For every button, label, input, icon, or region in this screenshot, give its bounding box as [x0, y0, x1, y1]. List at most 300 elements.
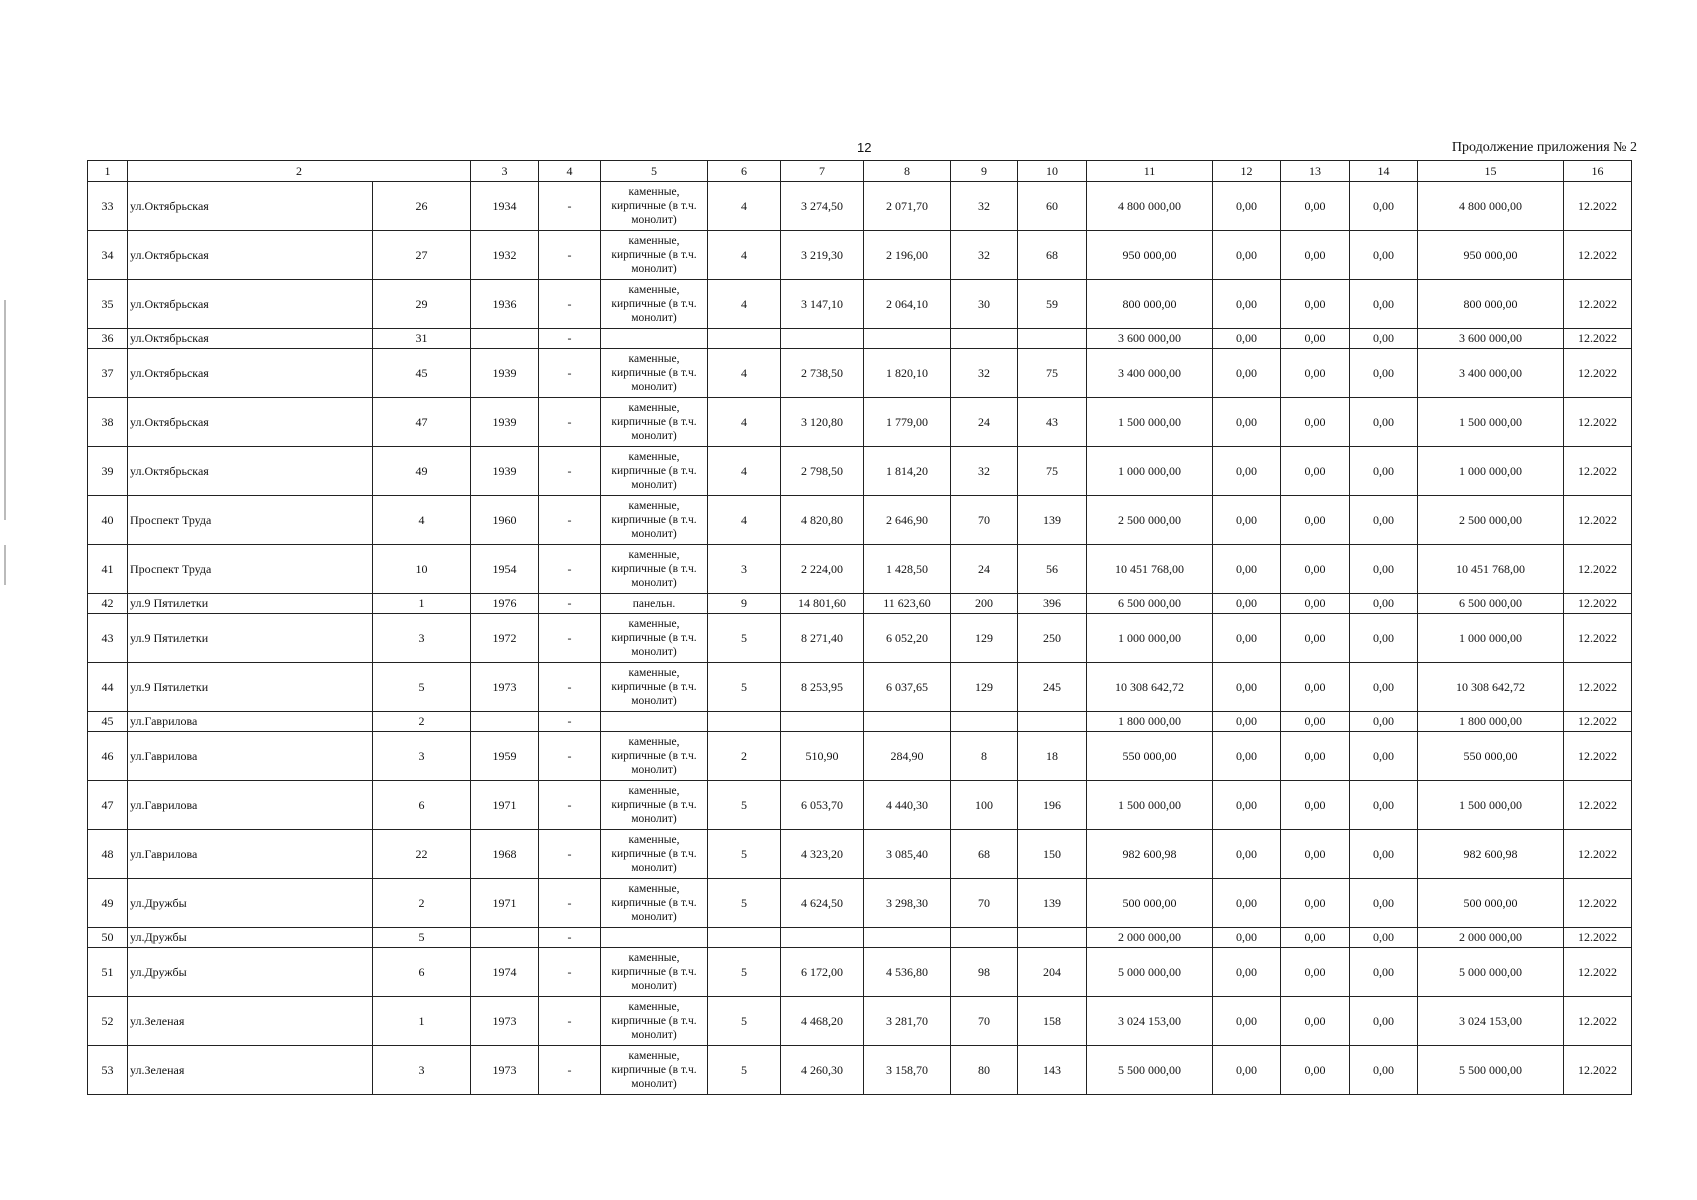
living-area-cell	[864, 712, 951, 732]
street-cell: ул.Октябрьская	[128, 280, 373, 329]
term-cell: 12.2022	[1564, 182, 1632, 231]
house-number-cell: 3	[373, 732, 471, 781]
column-15-cell: 982 600,98	[1418, 830, 1564, 879]
street-cell: ул.Дружбы	[128, 928, 373, 948]
column-12-cell: 0,00	[1213, 712, 1281, 732]
term-cell: 12.2022	[1564, 781, 1632, 830]
column-15-cell: 3 400 000,00	[1418, 349, 1564, 398]
floors-cell: 3	[708, 545, 781, 594]
wall-material-cell: каменные, кирпичные (в т.ч. монолит)	[601, 496, 708, 545]
total-cost-cell: 982 600,98	[1087, 830, 1213, 879]
total-cost-cell: 500 000,00	[1087, 879, 1213, 928]
term-cell: 12.2022	[1564, 830, 1632, 879]
street-cell: ул.Октябрьская	[128, 349, 373, 398]
column-13-cell: 0,00	[1281, 948, 1350, 997]
column-4-cell: -	[539, 732, 601, 781]
column-10-cell: 143	[1018, 1046, 1087, 1095]
column-9-cell	[951, 928, 1018, 948]
wall-material-cell	[601, 712, 708, 732]
column-14-cell: 0,00	[1350, 781, 1418, 830]
house-number-cell: 6	[373, 781, 471, 830]
row-number-cell: 35	[88, 280, 128, 329]
table-row	[88, 594, 1632, 614]
column-13-cell: 0,00	[1281, 329, 1350, 349]
column-14-cell: 0,00	[1350, 280, 1418, 329]
floors-cell: 4	[708, 447, 781, 496]
table-row	[88, 663, 1632, 712]
column-12-cell: 0,00	[1213, 997, 1281, 1046]
total-area-cell: 3 120,80	[781, 398, 864, 447]
column-13-cell: 0,00	[1281, 997, 1350, 1046]
column-9-cell: 32	[951, 182, 1018, 231]
living-area-cell: 3 281,70	[864, 997, 951, 1046]
wall-material-cell: каменные, кирпичные (в т.ч. монолит)	[601, 231, 708, 280]
term-cell: 12.2022	[1564, 928, 1632, 948]
row-number-cell: 33	[88, 182, 128, 231]
column-header: 9	[951, 161, 1018, 182]
row-number-cell: 38	[88, 398, 128, 447]
column-header: 11	[1087, 161, 1213, 182]
column-4-cell: -	[539, 781, 601, 830]
column-15-cell: 4 800 000,00	[1418, 182, 1564, 231]
total-cost-cell: 1 000 000,00	[1087, 447, 1213, 496]
house-number-cell: 49	[373, 447, 471, 496]
column-10-cell: 204	[1018, 948, 1087, 997]
house-number-cell: 22	[373, 830, 471, 879]
floors-cell: 4	[708, 349, 781, 398]
living-area-cell: 2 064,10	[864, 280, 951, 329]
column-14-cell: 0,00	[1350, 496, 1418, 545]
year-built-cell	[471, 712, 539, 732]
house-number-cell: 26	[373, 182, 471, 231]
column-4-cell: -	[539, 997, 601, 1046]
column-number-row	[88, 161, 1632, 182]
column-4-cell: -	[539, 280, 601, 329]
table-row	[88, 1046, 1632, 1095]
column-9-cell: 70	[951, 879, 1018, 928]
column-4-cell: -	[539, 329, 601, 349]
house-number-cell: 2	[373, 712, 471, 732]
table-row	[88, 928, 1632, 948]
wall-material-cell: каменные, кирпичные (в т.ч. монолит)	[601, 398, 708, 447]
row-number-cell: 41	[88, 545, 128, 594]
column-15-cell: 500 000,00	[1418, 879, 1564, 928]
total-cost-cell: 800 000,00	[1087, 280, 1213, 329]
year-built-cell: 1971	[471, 879, 539, 928]
column-10-cell: 158	[1018, 997, 1087, 1046]
wall-material-cell: панельн.	[601, 594, 708, 614]
column-14-cell: 0,00	[1350, 614, 1418, 663]
street-cell: Проспект Труда	[128, 545, 373, 594]
column-12-cell: 0,00	[1213, 948, 1281, 997]
total-area-cell: 510,90	[781, 732, 864, 781]
total-area-cell	[781, 928, 864, 948]
street-cell: ул.Гаврилова	[128, 781, 373, 830]
total-area-cell: 3 147,10	[781, 280, 864, 329]
row-number-cell: 52	[88, 997, 128, 1046]
column-15-cell: 3 600 000,00	[1418, 329, 1564, 349]
wall-material-cell: каменные, кирпичные (в т.ч. монолит)	[601, 948, 708, 997]
column-15-cell: 550 000,00	[1418, 732, 1564, 781]
year-built-cell: 1973	[471, 997, 539, 1046]
living-area-cell: 3 085,40	[864, 830, 951, 879]
term-cell: 12.2022	[1564, 545, 1632, 594]
total-cost-cell: 1 500 000,00	[1087, 781, 1213, 830]
living-area-cell: 2 646,90	[864, 496, 951, 545]
total-area-cell: 2 738,50	[781, 349, 864, 398]
house-number-cell: 10	[373, 545, 471, 594]
column-15-cell: 1 000 000,00	[1418, 614, 1564, 663]
year-built-cell: 1954	[471, 545, 539, 594]
column-10-cell: 139	[1018, 879, 1087, 928]
street-cell: ул.9 Пятилетки	[128, 663, 373, 712]
living-area-cell: 1 428,50	[864, 545, 951, 594]
column-12-cell: 0,00	[1213, 879, 1281, 928]
column-4-cell: -	[539, 496, 601, 545]
column-14-cell: 0,00	[1350, 594, 1418, 614]
column-15-cell: 5 500 000,00	[1418, 1046, 1564, 1095]
year-built-cell: 1934	[471, 182, 539, 231]
column-9-cell: 100	[951, 781, 1018, 830]
wall-material-cell: каменные, кирпичные (в т.ч. монолит)	[601, 997, 708, 1046]
total-area-cell: 8 271,40	[781, 614, 864, 663]
wall-material-cell	[601, 928, 708, 948]
wall-material-cell: каменные, кирпичные (в т.ч. монолит)	[601, 732, 708, 781]
column-12-cell: 0,00	[1213, 280, 1281, 329]
row-number-cell: 51	[88, 948, 128, 997]
column-12-cell: 0,00	[1213, 732, 1281, 781]
column-14-cell: 0,00	[1350, 712, 1418, 732]
column-15-cell: 1 500 000,00	[1418, 781, 1564, 830]
street-cell: ул.Гаврилова	[128, 830, 373, 879]
street-cell: Проспект Труда	[128, 496, 373, 545]
column-12-cell: 0,00	[1213, 329, 1281, 349]
year-built-cell: 1960	[471, 496, 539, 545]
total-area-cell: 4 820,80	[781, 496, 864, 545]
column-4-cell: -	[539, 879, 601, 928]
table-row	[88, 948, 1632, 997]
house-number-cell: 27	[373, 231, 471, 280]
total-area-cell: 4 624,50	[781, 879, 864, 928]
floors-cell	[708, 329, 781, 349]
column-12-cell: 0,00	[1213, 545, 1281, 594]
street-cell: ул.Гаврилова	[128, 732, 373, 781]
table-row	[88, 712, 1632, 732]
total-area-cell: 6 053,70	[781, 781, 864, 830]
column-header: 1	[88, 161, 128, 182]
column-4-cell: -	[539, 349, 601, 398]
table-row	[88, 349, 1632, 398]
house-number-cell: 1	[373, 594, 471, 614]
column-10-cell: 56	[1018, 545, 1087, 594]
column-15-cell: 6 500 000,00	[1418, 594, 1564, 614]
column-15-cell: 1 500 000,00	[1418, 398, 1564, 447]
column-14-cell: 0,00	[1350, 830, 1418, 879]
column-14-cell: 0,00	[1350, 545, 1418, 594]
street-cell: ул.Зеленая	[128, 997, 373, 1046]
term-cell: 12.2022	[1564, 879, 1632, 928]
column-4-cell: -	[539, 594, 601, 614]
column-4-cell: -	[539, 231, 601, 280]
column-12-cell: 0,00	[1213, 398, 1281, 447]
floors-cell: 4	[708, 496, 781, 545]
column-4-cell: -	[539, 663, 601, 712]
floors-cell: 5	[708, 1046, 781, 1095]
column-15-cell: 800 000,00	[1418, 280, 1564, 329]
year-built-cell: 1936	[471, 280, 539, 329]
house-number-cell: 29	[373, 280, 471, 329]
floors-cell: 4	[708, 398, 781, 447]
column-12-cell: 0,00	[1213, 447, 1281, 496]
house-number-cell: 3	[373, 1046, 471, 1095]
page-number: 12	[857, 140, 872, 155]
house-number-cell: 45	[373, 349, 471, 398]
total-cost-cell: 1 800 000,00	[1087, 712, 1213, 732]
column-10-cell	[1018, 928, 1087, 948]
table-row	[88, 182, 1632, 231]
column-12-cell: 0,00	[1213, 830, 1281, 879]
year-built-cell: 1939	[471, 447, 539, 496]
column-15-cell: 2 500 000,00	[1418, 496, 1564, 545]
column-13-cell: 0,00	[1281, 663, 1350, 712]
wall-material-cell: каменные, кирпичные (в т.ч. монолит)	[601, 545, 708, 594]
column-10-cell: 196	[1018, 781, 1087, 830]
year-built-cell: 1959	[471, 732, 539, 781]
row-number-cell: 34	[88, 231, 128, 280]
total-cost-cell: 6 500 000,00	[1087, 594, 1213, 614]
term-cell: 12.2022	[1564, 732, 1632, 781]
living-area-cell: 4 440,30	[864, 781, 951, 830]
total-area-cell: 2 798,50	[781, 447, 864, 496]
column-10-cell	[1018, 329, 1087, 349]
column-header: 4	[539, 161, 601, 182]
column-14-cell: 0,00	[1350, 1046, 1418, 1095]
column-13-cell: 0,00	[1281, 447, 1350, 496]
total-cost-cell: 10 308 642,72	[1087, 663, 1213, 712]
street-cell: ул.Октябрьская	[128, 329, 373, 349]
total-cost-cell: 3 600 000,00	[1087, 329, 1213, 349]
living-area-cell: 1 820,10	[864, 349, 951, 398]
column-10-cell: 396	[1018, 594, 1087, 614]
total-cost-cell: 4 800 000,00	[1087, 182, 1213, 231]
street-cell: ул.Октябрьская	[128, 398, 373, 447]
wall-material-cell: каменные, кирпичные (в т.ч. монолит)	[601, 663, 708, 712]
term-cell: 12.2022	[1564, 447, 1632, 496]
housing-register-table	[87, 160, 1632, 1095]
living-area-cell: 4 536,80	[864, 948, 951, 997]
column-15-cell: 5 000 000,00	[1418, 948, 1564, 997]
column-header: 10	[1018, 161, 1087, 182]
row-number-cell: 44	[88, 663, 128, 712]
table-row	[88, 231, 1632, 280]
column-12-cell: 0,00	[1213, 928, 1281, 948]
street-cell: ул.Октябрьская	[128, 182, 373, 231]
house-number-cell: 4	[373, 496, 471, 545]
column-13-cell: 0,00	[1281, 280, 1350, 329]
column-14-cell: 0,00	[1350, 948, 1418, 997]
column-13-cell: 0,00	[1281, 496, 1350, 545]
column-15-cell: 10 451 768,00	[1418, 545, 1564, 594]
living-area-cell: 3 298,30	[864, 879, 951, 928]
wall-material-cell: каменные, кирпичные (в т.ч. монолит)	[601, 447, 708, 496]
column-14-cell: 0,00	[1350, 879, 1418, 928]
column-14-cell: 0,00	[1350, 231, 1418, 280]
total-cost-cell: 950 000,00	[1087, 231, 1213, 280]
column-10-cell: 60	[1018, 182, 1087, 231]
column-13-cell: 0,00	[1281, 830, 1350, 879]
total-cost-cell: 550 000,00	[1087, 732, 1213, 781]
column-4-cell: -	[539, 830, 601, 879]
term-cell: 12.2022	[1564, 594, 1632, 614]
floors-cell: 5	[708, 997, 781, 1046]
living-area-cell: 284,90	[864, 732, 951, 781]
street-cell: ул.Гаврилова	[128, 712, 373, 732]
column-12-cell: 0,00	[1213, 663, 1281, 712]
term-cell: 12.2022	[1564, 712, 1632, 732]
column-12-cell: 0,00	[1213, 781, 1281, 830]
column-header: 15	[1418, 161, 1564, 182]
floors-cell: 5	[708, 614, 781, 663]
row-number-cell: 37	[88, 349, 128, 398]
house-number-cell: 5	[373, 928, 471, 948]
column-15-cell: 950 000,00	[1418, 231, 1564, 280]
column-4-cell: -	[539, 614, 601, 663]
year-built-cell	[471, 329, 539, 349]
total-cost-cell: 1 000 000,00	[1087, 614, 1213, 663]
term-cell: 12.2022	[1564, 1046, 1632, 1095]
street-cell: ул.Зеленая	[128, 1046, 373, 1095]
scan-edge-mark	[4, 300, 6, 520]
column-9-cell	[951, 329, 1018, 349]
column-10-cell: 75	[1018, 349, 1087, 398]
year-built-cell: 1976	[471, 594, 539, 614]
total-cost-cell: 2 000 000,00	[1087, 928, 1213, 948]
column-10-cell: 250	[1018, 614, 1087, 663]
column-header: 12	[1213, 161, 1281, 182]
total-area-cell: 2 224,00	[781, 545, 864, 594]
column-10-cell: 245	[1018, 663, 1087, 712]
living-area-cell: 2 071,70	[864, 182, 951, 231]
column-13-cell: 0,00	[1281, 545, 1350, 594]
column-9-cell: 98	[951, 948, 1018, 997]
living-area-cell: 11 623,60	[864, 594, 951, 614]
total-area-cell: 8 253,95	[781, 663, 864, 712]
house-number-cell: 47	[373, 398, 471, 447]
column-12-cell: 0,00	[1213, 614, 1281, 663]
column-12-cell: 0,00	[1213, 496, 1281, 545]
total-area-cell: 6 172,00	[781, 948, 864, 997]
column-header: 2	[128, 161, 471, 182]
column-14-cell: 0,00	[1350, 182, 1418, 231]
column-12-cell: 0,00	[1213, 594, 1281, 614]
wall-material-cell: каменные, кирпичные (в т.ч. монолит)	[601, 1046, 708, 1095]
column-9-cell: 24	[951, 398, 1018, 447]
total-area-cell: 4 260,30	[781, 1046, 864, 1095]
row-number-cell: 43	[88, 614, 128, 663]
column-15-cell: 10 308 642,72	[1418, 663, 1564, 712]
floors-cell: 5	[708, 781, 781, 830]
column-9-cell: 200	[951, 594, 1018, 614]
row-number-cell: 45	[88, 712, 128, 732]
total-cost-cell: 3 024 153,00	[1087, 997, 1213, 1046]
wall-material-cell: каменные, кирпичные (в т.ч. монолит)	[601, 280, 708, 329]
column-13-cell: 0,00	[1281, 879, 1350, 928]
column-14-cell: 0,00	[1350, 398, 1418, 447]
term-cell: 12.2022	[1564, 349, 1632, 398]
living-area-cell	[864, 928, 951, 948]
floors-cell: 4	[708, 182, 781, 231]
scan-edge-mark	[4, 545, 6, 585]
table-row	[88, 398, 1632, 447]
term-cell: 12.2022	[1564, 663, 1632, 712]
row-number-cell: 42	[88, 594, 128, 614]
total-cost-cell: 1 500 000,00	[1087, 398, 1213, 447]
column-13-cell: 0,00	[1281, 781, 1350, 830]
term-cell: 12.2022	[1564, 329, 1632, 349]
column-header: 3	[471, 161, 539, 182]
column-9-cell: 8	[951, 732, 1018, 781]
row-number-cell: 46	[88, 732, 128, 781]
column-13-cell: 0,00	[1281, 398, 1350, 447]
floors-cell: 5	[708, 663, 781, 712]
column-4-cell: -	[539, 928, 601, 948]
total-area-cell: 14 801,60	[781, 594, 864, 614]
column-10-cell: 68	[1018, 231, 1087, 280]
column-14-cell: 0,00	[1350, 732, 1418, 781]
floors-cell: 2	[708, 732, 781, 781]
street-cell: ул.9 Пятилетки	[128, 614, 373, 663]
column-13-cell: 0,00	[1281, 1046, 1350, 1095]
column-14-cell: 0,00	[1350, 663, 1418, 712]
table-row	[88, 545, 1632, 594]
column-9-cell: 129	[951, 614, 1018, 663]
wall-material-cell: каменные, кирпичные (в т.ч. монолит)	[601, 830, 708, 879]
column-header: 5	[601, 161, 708, 182]
column-header: 8	[864, 161, 951, 182]
row-number-cell: 50	[88, 928, 128, 948]
living-area-cell: 1 814,20	[864, 447, 951, 496]
table-row	[88, 781, 1632, 830]
term-cell: 12.2022	[1564, 398, 1632, 447]
column-4-cell: -	[539, 398, 601, 447]
total-area-cell	[781, 712, 864, 732]
column-15-cell: 1 000 000,00	[1418, 447, 1564, 496]
column-10-cell: 150	[1018, 830, 1087, 879]
table-row	[88, 830, 1632, 879]
column-12-cell: 0,00	[1213, 231, 1281, 280]
column-13-cell: 0,00	[1281, 231, 1350, 280]
column-header: 14	[1350, 161, 1418, 182]
year-built-cell: 1932	[471, 231, 539, 280]
total-cost-cell: 5 000 000,00	[1087, 948, 1213, 997]
living-area-cell: 1 779,00	[864, 398, 951, 447]
column-12-cell: 0,00	[1213, 349, 1281, 398]
column-9-cell	[951, 712, 1018, 732]
living-area-cell: 6 052,20	[864, 614, 951, 663]
wall-material-cell: каменные, кирпичные (в т.ч. монолит)	[601, 614, 708, 663]
table-row	[88, 879, 1632, 928]
column-10-cell: 59	[1018, 280, 1087, 329]
year-built-cell: 1939	[471, 398, 539, 447]
column-4-cell: -	[539, 1046, 601, 1095]
column-9-cell: 32	[951, 231, 1018, 280]
column-header: 16	[1564, 161, 1632, 182]
table-row	[88, 614, 1632, 663]
street-cell: ул.Октябрьская	[128, 231, 373, 280]
column-13-cell: 0,00	[1281, 928, 1350, 948]
year-built-cell: 1973	[471, 663, 539, 712]
house-number-cell: 3	[373, 614, 471, 663]
